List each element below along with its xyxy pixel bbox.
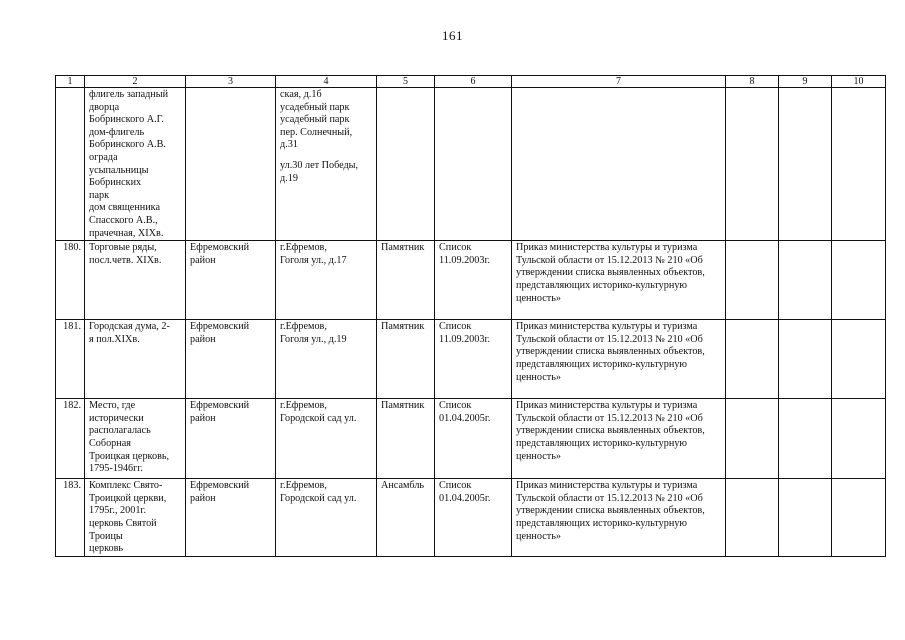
object-name-cell: Торговые ряды, посл.четв. XIXв. (85, 241, 186, 320)
address-cell: г.Ефремов, Городской сад ул. (276, 399, 377, 479)
column-header: 5 (377, 76, 435, 88)
document-cell: Приказ министерства культуры и туризма Тульской области от 15.12.2013 № 210 «Об утверждении списка выявленных объектов, представляющих историко-культурную ценность» (512, 241, 726, 320)
object-name-cell: Место, где исторически располагалась Соборная Троицкая церковь, 1795-1946гг. (85, 399, 186, 479)
column-10-cell (832, 320, 886, 399)
row-number-cell: 182. (56, 399, 85, 479)
column-8-cell (726, 479, 779, 557)
page-number: 161 (442, 28, 463, 43)
table-row (56, 320, 886, 399)
continuation-row (56, 88, 886, 241)
column-header: 3 (186, 76, 276, 88)
type-cell: Памятник (377, 320, 435, 399)
column-header: 9 (779, 76, 832, 88)
column-10-cell (832, 479, 886, 557)
column-header: 2 (85, 76, 186, 88)
column-header: 6 (435, 76, 512, 88)
column-header: 10 (832, 76, 886, 88)
column-8-cell (726, 320, 779, 399)
document-cell: Приказ министерства культуры и туризма Тульской области от 15.12.2013 № 210 «Об утверждении списка выявленных объектов, представляющих историко-культурную ценность» (512, 479, 726, 557)
header-row (56, 76, 886, 88)
column-9-cell (779, 320, 832, 399)
address-cell: г.Ефремов, Гоголя ул., д.17 (276, 241, 377, 320)
column-8-cell (726, 241, 779, 320)
column-8-cell (726, 399, 779, 479)
list-cell: Список 11.09.2003г. (435, 241, 512, 320)
type-cell: Памятник (377, 241, 435, 320)
address-cell (276, 88, 377, 241)
object-name-cell: Городская дума, 2- я пол.XIXв. (85, 320, 186, 399)
object-name-cell: Комплекс Свято- Троицкой церкви, 1795г., 2001г. церковь Святой Троицы церковь (85, 479, 186, 557)
column-9-cell (779, 241, 832, 320)
document-cell: Приказ министерства культуры и туризма Тульской области от 15.12.2013 № 210 «Об утверждении списка выявленных объектов, представляющих историко-культурную ценность» (512, 399, 726, 479)
column-10-cell (832, 88, 886, 241)
column-10-cell (832, 399, 886, 479)
heritage-register-table (55, 75, 886, 557)
district-cell: Ефремовский район (186, 320, 276, 399)
column-10-cell (832, 241, 886, 320)
district-cell: Ефремовский район (186, 241, 276, 320)
row-number-cell (56, 88, 85, 241)
list-cell: Список 01.04.2005г. (435, 479, 512, 557)
object-name-cell: флигель западный дворца Бобринского А.Г. дом-флигель Бобринского А.В. ограда усыпальницы Бобринских парк дом священника Спасского А.В., прачечная, XIXв. (85, 88, 186, 241)
list-cell (435, 88, 512, 241)
column-9-cell (779, 88, 832, 241)
table-row (56, 399, 886, 479)
column-8-cell (726, 88, 779, 241)
document-cell (512, 88, 726, 241)
table-row (56, 479, 886, 557)
address-text: ская, д.1б усадебный парк усадебный парк пер. Солнечный, д.31 (280, 89, 353, 151)
column-header: 8 (726, 76, 779, 88)
list-cell: Список 01.04.2005г. (435, 399, 512, 479)
column-header: 7 (512, 76, 726, 88)
column-9-cell (779, 479, 832, 557)
list-cell: Список 11.09.2003г. (435, 320, 512, 399)
type-cell: Памятник (377, 399, 435, 479)
address-cell: г.Ефремов, Городской сад ул. (276, 479, 377, 557)
type-cell: Ансамбль (377, 479, 435, 557)
column-9-cell (779, 399, 832, 479)
spacer (280, 152, 373, 160)
row-number-cell: 183. (56, 479, 85, 557)
row-number-cell: 181. (56, 320, 85, 399)
column-header: 4 (276, 76, 377, 88)
document-cell: Приказ министерства культуры и туризма Тульской области от 15.12.2013 № 210 «Об утверждении списка выявленных объектов, представляющих историко-культурную ценность» (512, 320, 726, 399)
table-row (56, 241, 886, 320)
type-cell (377, 88, 435, 241)
district-cell: Ефремовский район (186, 399, 276, 479)
address-cell: г.Ефремов, Гоголя ул., д.19 (276, 320, 377, 399)
row-number-cell: 180. (56, 241, 85, 320)
column-header: 1 (56, 76, 85, 88)
address-text: ул.30 лет Победы, д.19 (280, 159, 359, 184)
district-cell: Ефремовский район (186, 479, 276, 557)
district-cell (186, 88, 276, 241)
